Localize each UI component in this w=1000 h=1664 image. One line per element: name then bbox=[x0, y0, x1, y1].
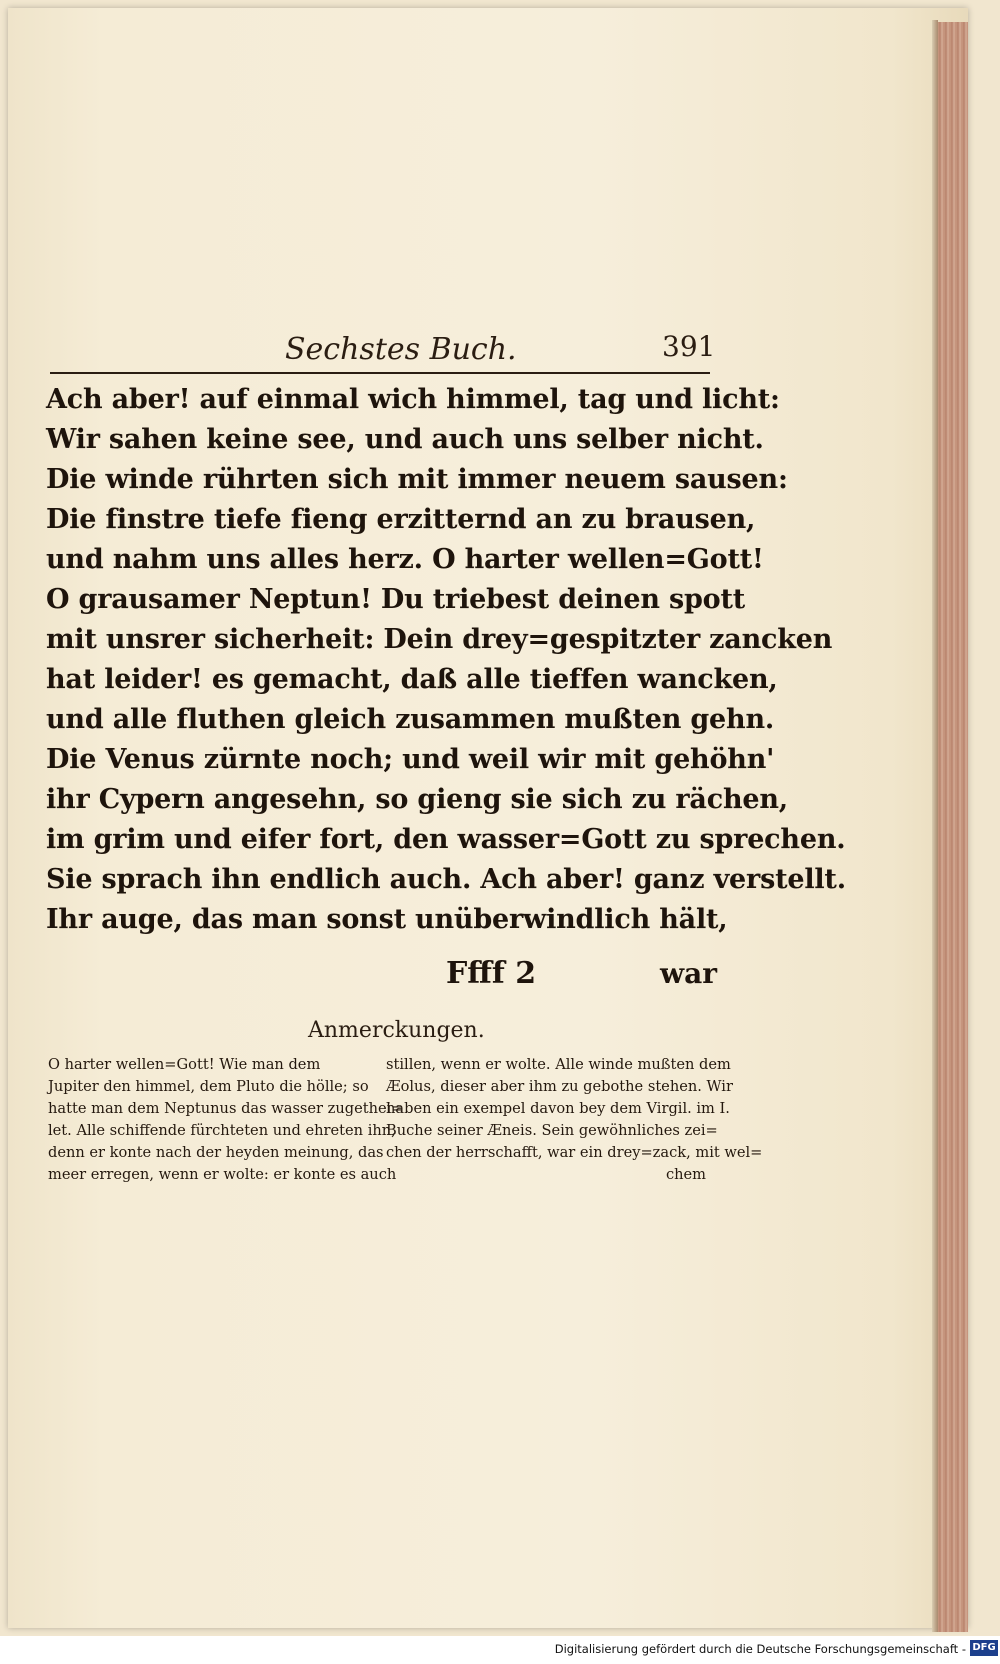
verse-line: und nahm uns alles herz. O harter wellen=Gott! bbox=[46, 544, 764, 575]
dfg-logo: DFG bbox=[970, 1640, 998, 1656]
verse-line: Wir sahen keine see, und auch uns selber nicht. bbox=[46, 424, 764, 455]
note-line: O harter wellen=Gott! Wie man dem bbox=[48, 1056, 321, 1073]
note-line: meer erregen, wenn er wolte: er konte es auch bbox=[48, 1166, 397, 1183]
note-line: chem bbox=[665, 1166, 706, 1183]
book-page bbox=[8, 8, 968, 1628]
verse-line: im grim und eifer fort, den wasser=Gott zu sprechen. bbox=[46, 824, 846, 855]
page-header bbox=[50, 328, 716, 374]
verse-line: und alle fluthen gleich zusammen mußten gehn. bbox=[46, 704, 775, 735]
verse-line: Sie sprach ihn endlich auch. Ach aber! ganz verstellt. bbox=[46, 864, 846, 895]
notes-right-column bbox=[386, 1054, 763, 1186]
verse-line: Ihr auge, das man sonst unüberwindlich hält, bbox=[46, 904, 728, 935]
header-rule bbox=[50, 372, 710, 374]
note-line: haben ein exempel davon bey dem Virgil. im I. bbox=[386, 1100, 730, 1117]
verse-line: Die finstre tiefe fieng erzitternd an zu brausen, bbox=[46, 504, 756, 535]
running-title: Sechstes Buch. bbox=[285, 332, 517, 367]
note-line: chen der herrschafft, war ein drey=zack, mit wel= bbox=[386, 1144, 763, 1161]
verse-block bbox=[46, 380, 846, 940]
page-edge-stack bbox=[938, 22, 968, 1632]
digitization-footer bbox=[0, 1636, 1000, 1664]
funding-credit: Digitalisierung gefördert durch die Deutsche Forschungsgemeinschaft - bbox=[554, 1642, 966, 1656]
note-line: let. Alle schiffende fürchteten und ehreten ihn, bbox=[48, 1122, 396, 1139]
note-line: Jupiter den himmel, dem Pluto die hölle; so bbox=[48, 1078, 369, 1095]
verse-line: Die Venus zürnte noch; und weil wir mit gehöhn' bbox=[46, 744, 775, 775]
note-line: hatte man dem Neptunus das wasser zugethei= bbox=[48, 1100, 404, 1117]
note-line: denn er konte nach der heyden meinung, das bbox=[48, 1144, 384, 1161]
page-number: 391 bbox=[662, 330, 716, 363]
verse-line: Die winde rührten sich mit immer neuem sausen: bbox=[46, 464, 788, 495]
verse-line: ihr Cypern angesehn, so gieng sie sich zu rächen, bbox=[46, 784, 788, 815]
notes-title: Anmerckungen. bbox=[308, 1018, 485, 1043]
verse-line: Ach aber! auf einmal wich himmel, tag und licht: bbox=[46, 384, 780, 415]
note-line: Æolus, dieser aber ihm zu gebothe stehen. Wir bbox=[386, 1078, 733, 1095]
signature-mark: Ffff 2 bbox=[446, 956, 537, 991]
verse-line: O grausamer Neptun! Du triebest deinen spott bbox=[46, 584, 746, 615]
catchword: war bbox=[660, 957, 717, 990]
notes-left-column bbox=[48, 1054, 404, 1186]
note-line: stillen, wenn er wolte. Alle winde mußten dem bbox=[386, 1056, 731, 1073]
verse-line: hat leider! es gemacht, daß alle tieffen wancken, bbox=[46, 664, 778, 695]
note-line: Buche seiner Æneis. Sein gewöhnliches zei= bbox=[386, 1122, 718, 1139]
verse-line: mit unsrer sicherheit: Dein drey=gespitzter zancken bbox=[46, 624, 833, 655]
